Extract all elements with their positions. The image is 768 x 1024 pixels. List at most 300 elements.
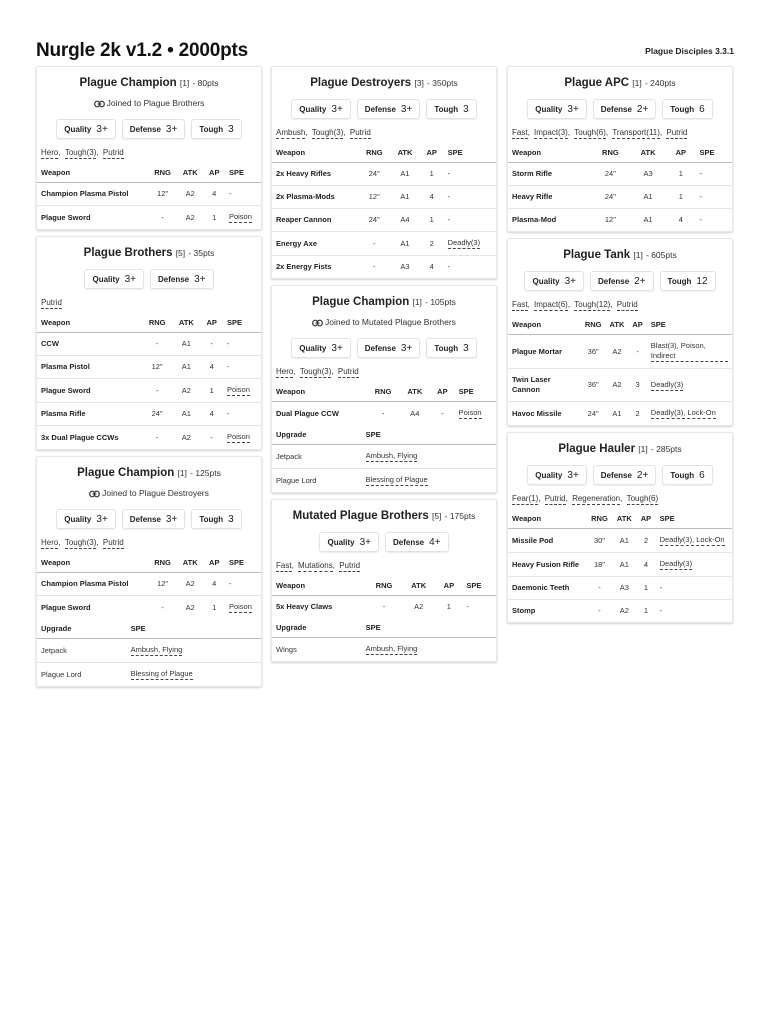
stat-row: [37, 119, 261, 139]
rule-link[interactable]: Ambush, Flying: [365, 451, 418, 460]
rule-link[interactable]: Transport(11): [612, 128, 660, 137]
weapon-range: 36": [581, 369, 606, 402]
weapon-special-text: -: [228, 579, 232, 588]
special-rules: Fast, Impact(6), Tough(12), Putrid: [512, 300, 638, 309]
weapon-row: [272, 256, 496, 279]
stat-quality: [319, 532, 379, 552]
col-header-spe: SPE: [444, 143, 496, 163]
rule-link[interactable]: Fast: [512, 300, 528, 309]
stat-label: Quality: [532, 276, 560, 286]
rule-link[interactable]: Tough(3): [64, 148, 97, 157]
weapons-table: [272, 576, 496, 618]
upgrade-special: [362, 445, 496, 469]
unit-card: [507, 66, 733, 232]
rule-link[interactable]: Regeneration: [572, 494, 621, 503]
upgrades-header-row: [37, 619, 261, 639]
upgrades-table: [272, 425, 496, 492]
rule-link[interactable]: Impact(6): [534, 300, 568, 309]
rule-link[interactable]: Poison: [226, 432, 250, 441]
weapon-ap: 1: [666, 163, 695, 186]
stat-value: 3: [228, 513, 234, 525]
unit-title: [272, 508, 496, 524]
weapon-special: [225, 596, 261, 620]
stat-quality: [56, 509, 116, 529]
stat-row: [272, 532, 496, 552]
unit-count: [1]: [638, 444, 648, 454]
stat-value: 3+: [165, 123, 178, 135]
weapon-row: [508, 553, 732, 577]
unit-title: [37, 75, 261, 91]
stat-value: 6: [699, 103, 705, 115]
special-rules: Fast, Impact(3), Tough(6), Transport(11), Putrid: [512, 128, 688, 137]
weapon-attacks: A2: [185, 212, 195, 222]
stat-value: 3+: [165, 513, 178, 525]
weapons-table: [272, 382, 496, 425]
weapon-attacks: A1: [612, 553, 636, 577]
weapon-ap: -: [628, 335, 646, 369]
weapon-ap: -: [441, 408, 444, 418]
col-header-spe: SPE: [225, 163, 261, 183]
joined-to: [272, 316, 496, 330]
rule-link[interactable]: Mutations: [298, 561, 333, 570]
weapon-row: [272, 232, 496, 256]
stat-value: 12: [696, 275, 708, 287]
stat-quality: [291, 338, 351, 358]
special-rules: Hero, Tough(3), Putrid: [276, 367, 359, 376]
weapon-special: [225, 206, 261, 230]
weapon-ap: 4: [429, 262, 434, 271]
weapon-special: [223, 333, 261, 356]
weapon-ap: 1: [200, 379, 223, 403]
unit-name: Plague Hauler: [558, 443, 636, 455]
rule-link[interactable]: Tough(3): [311, 128, 344, 137]
col-header-weapon: Weapon: [508, 143, 591, 163]
col-header-spe: SPE: [223, 313, 261, 333]
upgrade-special: [127, 639, 261, 663]
col-header-spe: SPE: [455, 382, 496, 402]
unit-card: [271, 499, 497, 662]
weapon-range: 24": [358, 163, 390, 186]
weapon-range: 24": [142, 403, 172, 426]
upgrade-name: Jetpack: [272, 445, 362, 469]
weapons-header-row: [37, 313, 261, 333]
page-header: [36, 40, 734, 66]
weapon-ap: 3: [628, 369, 646, 402]
weapon-name: 3x Dual Plague CCWs: [41, 432, 119, 442]
rule-link[interactable]: Hero: [41, 538, 59, 547]
rule-link[interactable]: Deadly(3): [650, 379, 684, 389]
rule-link[interactable]: Putrid: [102, 538, 124, 547]
weapon-ap: 4: [200, 403, 223, 426]
stat-defense: [122, 119, 186, 139]
rule-link[interactable]: Hero: [276, 367, 294, 376]
stat-label: Defense: [600, 470, 632, 480]
unit-card: [507, 238, 733, 426]
rule-link[interactable]: Deadly(3), Lock-On: [650, 408, 716, 417]
weapon-special: [695, 186, 732, 209]
unit-points: - 285pts: [650, 444, 682, 454]
stat-value: 3: [463, 342, 469, 354]
rule-link[interactable]: Deadly(3), Lock-On: [659, 535, 725, 544]
weapon-attacks: A2: [619, 606, 629, 615]
rule-link[interactable]: Deadly(3): [447, 238, 481, 247]
weapon-range: -: [373, 262, 376, 271]
stat-label: Quality: [64, 124, 92, 134]
weapon-row: [37, 403, 261, 426]
weapons-header-row: [37, 553, 261, 573]
rule-link[interactable]: Fast: [276, 561, 292, 570]
weapon-row: [272, 596, 496, 619]
weapons-header-row: [272, 576, 496, 596]
weapon-name: CCW: [37, 333, 142, 356]
weapon-range: 12": [148, 183, 177, 206]
col-header-rng: RNG: [148, 163, 177, 183]
upgrades-header-row: [272, 425, 496, 445]
stat-label: Defense: [600, 104, 632, 114]
stat-tough: [426, 99, 476, 119]
col-header-spe: SPE: [127, 619, 261, 639]
stat-value: 3+: [400, 342, 413, 354]
weapon-special: [656, 553, 732, 577]
weapon-range: -: [382, 602, 386, 611]
rule-link[interactable]: Poison: [228, 602, 252, 611]
stat-value: 3+: [331, 103, 343, 115]
stat-value: 3+: [564, 275, 577, 287]
weapons-header-row: [37, 163, 261, 183]
weapon-range: 12": [604, 215, 616, 224]
upgrade-row: [37, 639, 261, 663]
stat-tough: [660, 271, 716, 291]
unit-title: [37, 465, 261, 481]
weapons-header-row: [508, 509, 732, 529]
stat-value: 3+: [124, 273, 136, 285]
col-header-ap: AP: [200, 313, 223, 333]
weapons-table: [508, 509, 732, 622]
weapon-range: -: [358, 232, 390, 256]
unit-name: Plague Champion: [79, 77, 177, 89]
upgrade-name: Plague Lord: [41, 669, 82, 679]
weapon-special-text: -: [226, 362, 230, 371]
stat-value: 3+: [194, 273, 206, 285]
weapon-attacks: A4: [390, 209, 420, 232]
unit-points: - 80pts: [192, 78, 219, 88]
col-header-spe: SPE: [225, 553, 261, 573]
rule-link[interactable]: Tough(6): [626, 494, 659, 503]
unit-title: [508, 247, 732, 263]
stat-label: Tough: [199, 514, 224, 524]
weapon-ap: 1: [212, 602, 217, 612]
weapon-attacks: A1: [172, 403, 200, 426]
weapon-row: [37, 333, 261, 356]
weapon-attacks: A2: [606, 369, 629, 402]
upgrade-row: [272, 469, 496, 493]
column-1: [36, 66, 262, 693]
weapon-ap: 2: [635, 408, 640, 418]
weapon-ap: 4: [420, 186, 444, 209]
upgrade-special: [362, 469, 496, 493]
weapon-row: [272, 402, 496, 426]
weapon-special: [462, 596, 496, 619]
weapon-special: [695, 209, 732, 232]
rule-link[interactable]: Deadly(3): [659, 559, 693, 568]
weapon-range: -: [161, 602, 164, 612]
weapon-attacks: A1: [390, 232, 420, 256]
weapon-name: Plague Sword: [41, 602, 91, 612]
stat-quality: [56, 119, 116, 139]
stat-label: Tough: [670, 470, 695, 480]
rule-link[interactable]: Blessing of Plague: [130, 669, 193, 678]
unit-card: [36, 456, 262, 687]
stat-row: [37, 509, 261, 529]
weapon-row: [508, 335, 732, 369]
weapon-name: Champion Plasma Pistol: [37, 573, 148, 596]
weapon-special: [656, 577, 732, 600]
weapon-range: 36": [581, 335, 606, 369]
weapon-name: Heavy Fusion Rifle: [508, 553, 587, 577]
rule-link[interactable]: Ambush, Flying: [130, 645, 183, 654]
col-header-atk: ATK: [177, 163, 204, 183]
rule-link[interactable]: Putrid: [339, 561, 361, 570]
weapon-attacks: A4: [410, 408, 420, 418]
stat-label: Quality: [299, 343, 327, 353]
stat-tough: [662, 465, 712, 485]
rule-link[interactable]: Ambush, Flying: [365, 644, 418, 653]
weapon-name: 2x Energy Fists: [276, 262, 332, 271]
weapon-row: [37, 206, 261, 230]
unit-points: - 350pts: [427, 78, 458, 88]
weapon-special-text: -: [228, 189, 232, 198]
stat-label: Defense: [158, 274, 190, 284]
rule-link[interactable]: Fear(1): [512, 494, 539, 503]
rule-link[interactable]: Tough(12): [574, 300, 611, 309]
unit-name: Plague Destroyers: [310, 77, 412, 89]
rule-link[interactable]: Ambush: [276, 128, 306, 137]
weapon-name: Plasma-Mod: [512, 215, 557, 224]
weapon-name: 2x Plasma-Mods: [272, 186, 358, 209]
weapon-ap: 1: [636, 577, 655, 600]
weapon-special: [647, 335, 732, 369]
rule-link[interactable]: Tough(3): [299, 367, 332, 376]
weapon-ap: 4: [678, 215, 683, 224]
col-header-upgrade: Upgrade: [272, 618, 362, 638]
weapon-range: 12": [148, 573, 177, 596]
weapon-row: [508, 402, 732, 426]
rule-link[interactable]: Putrid: [337, 367, 359, 376]
stat-tough: [426, 338, 476, 358]
weapon-ap: 2: [636, 529, 655, 553]
stat-label: Quality: [64, 514, 92, 524]
unit-name: Plague Champion: [312, 296, 410, 308]
col-header-rng: RNG: [366, 576, 402, 596]
rule-link[interactable]: Putrid: [544, 494, 566, 503]
special-rules: [37, 295, 261, 313]
unit-title: [37, 245, 261, 261]
col-header-atk: ATK: [400, 382, 431, 402]
rule-link[interactable]: Putrid: [41, 298, 62, 307]
unit-name: Plague Champion: [77, 467, 175, 479]
rule-link[interactable]: Poison: [226, 385, 250, 394]
weapon-name: Plasma Pistol: [37, 356, 142, 379]
weapon-attacks: A1: [643, 215, 653, 224]
weapon-row: [508, 577, 732, 600]
unit-name: Plague Tank: [563, 249, 631, 261]
unit-count: [1]: [633, 250, 643, 260]
weapon-special-text: -: [659, 606, 663, 615]
weapon-name: Daemonic Teeth: [508, 577, 587, 600]
weapon-special: [444, 256, 496, 279]
weapon-ap: 1: [643, 606, 649, 615]
weapon-range: 30": [587, 529, 613, 553]
col-header-ap: AP: [430, 382, 455, 402]
upgrade-name: Jetpack: [37, 639, 127, 663]
rule-link[interactable]: Putrid: [349, 128, 371, 137]
weapon-special: [455, 402, 496, 426]
rule-link[interactable]: Fast: [512, 128, 528, 137]
rule-link[interactable]: Hero: [41, 148, 59, 157]
unit-card: [36, 66, 262, 230]
weapon-special: [656, 600, 732, 623]
col-header-weapon: Weapon: [272, 382, 367, 402]
joined-to: [37, 487, 261, 501]
stat-label: Quality: [327, 537, 355, 547]
upgrades-table: [272, 618, 496, 661]
weapon-attacks: A3: [612, 577, 636, 600]
rule-link[interactable]: Putrid: [666, 128, 688, 137]
joined-text: Joined to Plague Brothers: [106, 98, 205, 108]
col-header-ap: AP: [636, 509, 655, 529]
col-header-spe: SPE: [462, 576, 496, 596]
weapon-special: [695, 163, 732, 186]
stat-value: 3+: [567, 103, 579, 115]
rule-link[interactable]: Putrid: [616, 300, 638, 309]
stat-label: Tough: [670, 104, 695, 114]
joined-to: [37, 97, 261, 111]
weapon-attacks: A1: [612, 529, 636, 553]
stat-label: Tough: [199, 124, 224, 134]
weapon-row: [272, 163, 496, 186]
stat-value: 2+: [636, 103, 649, 115]
upgrade-special: [127, 663, 261, 687]
col-header-rng: RNG: [587, 509, 613, 529]
stat-row: [272, 99, 496, 119]
col-header-ap: AP: [435, 576, 462, 596]
weapon-row: [508, 209, 732, 232]
weapon-special: [225, 183, 261, 206]
col-header-weapon: Weapon: [272, 576, 366, 596]
col-header-spe: SPE: [695, 143, 732, 163]
weapon-row: [272, 186, 496, 209]
unit-card: [271, 66, 497, 279]
col-header-weapon: Weapon: [508, 509, 587, 529]
weapon-special-text: -: [447, 262, 451, 271]
stat-label: Defense: [364, 104, 396, 114]
col-header-atk: ATK: [177, 553, 204, 573]
weapon-attacks: A2: [181, 432, 191, 442]
ruleset-label: Plague Disciples 3.3.1: [645, 46, 734, 56]
weapon-ap: 4: [204, 183, 225, 206]
upgrade-row: [272, 445, 496, 469]
col-header-atk: ATK: [172, 313, 200, 333]
weapon-attacks: A1: [630, 186, 666, 209]
weapon-special-text: -: [659, 583, 663, 592]
rule-link[interactable]: Impact(3): [534, 128, 568, 137]
stat-value: 4+: [429, 536, 441, 548]
column-2: [271, 66, 497, 668]
rule-link[interactable]: Putrid: [102, 148, 124, 157]
unit-points: - 35pts: [188, 248, 215, 258]
unit-name: Mutated Plague Brothers: [292, 510, 429, 522]
weapon-name: Plague Mortar: [508, 335, 581, 369]
weapon-attacks: A2: [172, 379, 200, 403]
col-header-weapon: Weapon: [37, 313, 142, 333]
rule-link[interactable]: Poison: [228, 212, 252, 221]
weapons-table: [508, 143, 732, 231]
col-header-atk: ATK: [630, 143, 666, 163]
weapon-row: [37, 573, 261, 596]
weapon-special: [656, 529, 732, 553]
weapon-attacks: A3: [630, 163, 666, 186]
special-rules: Ambush, Tough(3), Putrid: [276, 128, 371, 137]
weapon-range: 24": [358, 209, 390, 232]
unit-count: [1]: [632, 78, 642, 88]
unit-points: - 105pts: [425, 297, 456, 307]
stat-quality: [291, 99, 351, 119]
weapon-row: [37, 596, 261, 620]
rule-link[interactable]: Tough(6): [574, 128, 606, 137]
stat-quality: [527, 465, 587, 485]
weapon-name: Storm Rifle: [508, 163, 591, 186]
weapon-ap: 4: [200, 356, 223, 379]
rule-link[interactable]: Tough(3): [64, 538, 97, 547]
weapon-special: [444, 163, 496, 186]
special-rules: Hero, Tough(3), Putrid: [41, 538, 124, 547]
weapon-ap: -: [200, 333, 223, 356]
weapon-special-text: -: [226, 339, 230, 348]
unit-count: [1]: [177, 468, 187, 478]
rule-link[interactable]: Blast(3), Poison, Indirect: [651, 341, 728, 362]
weapon-special-text: -: [699, 192, 702, 201]
col-header-atk: ATK: [612, 509, 636, 529]
upgrade-special: [362, 638, 496, 662]
weapons-table: [37, 313, 261, 449]
weapon-special: [223, 403, 261, 426]
rule-link[interactable]: Blessing of Plague: [365, 475, 428, 484]
weapon-attacks: A2: [414, 602, 424, 611]
weapons-table: [37, 553, 261, 619]
unit-name: Plague Brothers: [83, 247, 173, 259]
unit-title: [272, 75, 496, 91]
stat-value: 2+: [636, 469, 649, 481]
special-rules: Hero, Tough(3), Putrid: [41, 148, 124, 157]
weapon-range: 12": [142, 356, 172, 379]
stat-tough: [191, 509, 241, 529]
weapon-range: 24": [587, 408, 599, 418]
weapon-special-text: -: [699, 169, 702, 178]
weapon-special: [223, 356, 261, 379]
stat-defense: [593, 465, 657, 485]
weapon-row: [508, 163, 732, 186]
rule-link[interactable]: Poison: [458, 408, 482, 417]
unit-points: - 240pts: [644, 78, 676, 88]
unit-title: [272, 294, 496, 310]
weapon-range: -: [381, 408, 385, 418]
col-header-ap: AP: [666, 143, 695, 163]
weapon-ap: 1: [446, 602, 451, 611]
joined-text: Joined to Plague Destroyers: [102, 488, 209, 498]
col-header-ap: AP: [420, 143, 444, 163]
weapon-row: [508, 600, 732, 623]
weapon-special: [223, 426, 261, 450]
